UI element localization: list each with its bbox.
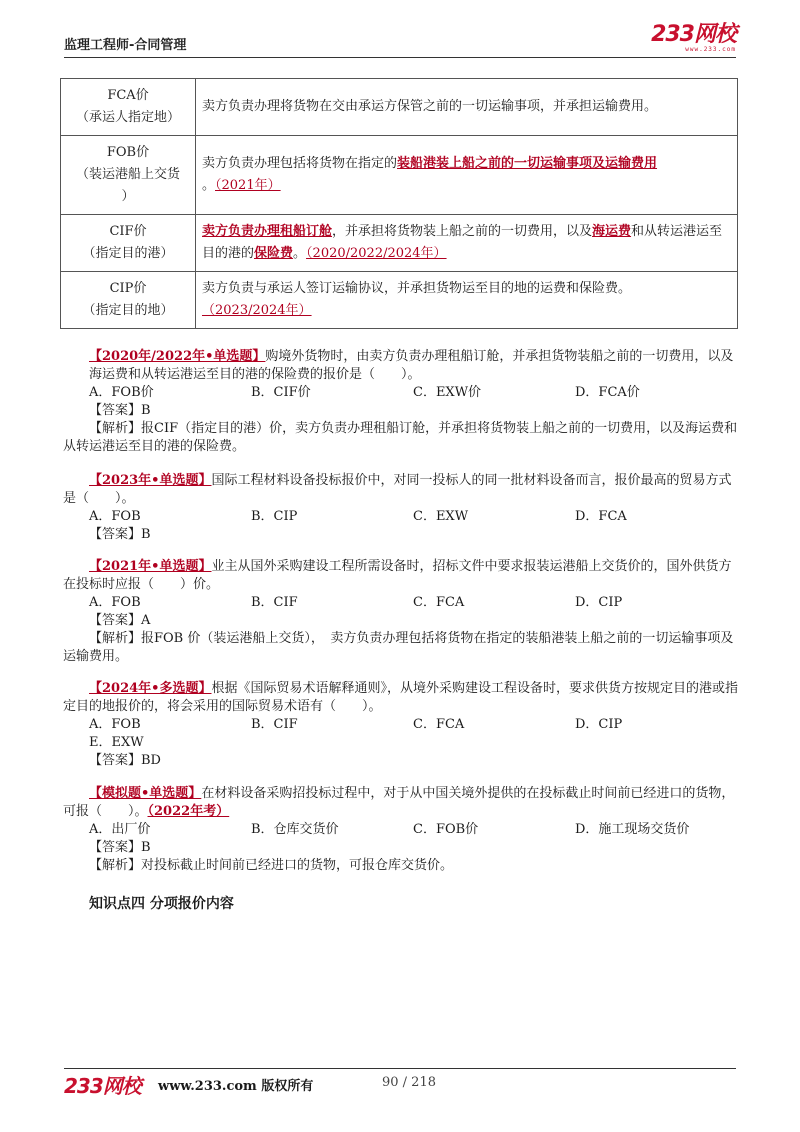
page-header bbox=[64, 22, 736, 58]
question-stem bbox=[63, 680, 739, 716]
desc-text: 卖方负责办理包括将货物在指定的 bbox=[202, 156, 398, 171]
term-name: FOB价 bbox=[106, 145, 150, 160]
analysis: 【解析】报FOB 价（装运港船上交货）， 卖方负责办理包括将货物在指定的装船港装上船之前的一切运输事项及运输费用。 bbox=[63, 631, 734, 664]
option: A．FOB bbox=[89, 717, 141, 732]
answer: 【答案】B bbox=[89, 527, 151, 542]
answer: 【答案】BD bbox=[89, 753, 161, 768]
stem-text: 国际工程材料设备投标报价中，对同一投标人的同一批材料设备而言，报价最高的贸易方式是（ ）。 bbox=[63, 473, 732, 506]
stem-text: 根据《国际贸易术语解释通则》，从境外采购建设工程设备时，要求供货方按规定目的港或指定目的地报价的，将会采用的国际贸易术语有（ ）。 bbox=[63, 681, 739, 714]
desc-text: 和从转运港运至目的港的 bbox=[202, 224, 723, 261]
header-title: 监理工程师-合同管理 bbox=[64, 38, 187, 53]
option: C．EXW bbox=[413, 509, 469, 524]
option: C．EXW价 bbox=[413, 385, 482, 400]
term-cell bbox=[61, 79, 196, 136]
options-row bbox=[89, 384, 739, 402]
option: C．FCA bbox=[413, 595, 465, 610]
option: A．FOB bbox=[89, 595, 141, 610]
highlight-text: 保险费 bbox=[254, 246, 294, 261]
term-sub: （装运港船上交货 bbox=[75, 167, 180, 182]
option: D．CIP bbox=[575, 595, 623, 610]
term-cell bbox=[61, 272, 196, 329]
option: D．FCA价 bbox=[575, 385, 640, 400]
question-tag: 【2023年•单选题】 bbox=[89, 473, 212, 488]
option: A．FOB bbox=[89, 509, 141, 524]
term-cell bbox=[61, 136, 196, 215]
term-name: CIP价 bbox=[109, 281, 147, 296]
year-tag: （2020/2022/2024年） bbox=[306, 246, 447, 261]
analysis: 【解析】报CIF（指定目的港）价，卖方负责办理租船订舱，并承担将货物装上船之前的一切费用，以及海运费和从转运港运至目的港的保险费。 bbox=[63, 421, 738, 454]
desc-cell bbox=[196, 136, 738, 215]
stem-text: 购境外货物时，由卖方负责办理租船订舱，并承担货物装船之前的一切费用，以及海运费和从转运港运至目的港的保险费的报价是（ ）。 bbox=[89, 349, 734, 382]
answer: 【答案】A bbox=[89, 613, 151, 628]
option: B．仓库交货价 bbox=[251, 822, 339, 837]
analysis: 【解析】对投标截止时间前已经进口的货物，可报仓库交货价。 bbox=[89, 858, 454, 873]
desc-text: 卖方负责与承运人签订运输协议，并承担货物运至目的地的运费和保险费。 bbox=[202, 281, 632, 296]
question-block bbox=[63, 348, 739, 456]
logo-url: www.233.com bbox=[685, 46, 736, 53]
question-tag: 【2020年/2022年•单选题】 bbox=[89, 349, 266, 364]
year-tag: （2021年） bbox=[215, 178, 281, 193]
answer: 【答案】B bbox=[89, 840, 151, 855]
options-row bbox=[89, 594, 739, 612]
question-stem bbox=[63, 785, 739, 821]
option: A．FOB价 bbox=[89, 385, 154, 400]
trade-terms-table bbox=[60, 78, 738, 329]
question-stem bbox=[63, 558, 739, 594]
question-block bbox=[63, 472, 739, 544]
footer-divider bbox=[64, 1068, 736, 1069]
term-sub-close: ） bbox=[121, 189, 135, 204]
highlight-text: 卖方负责办理租船订舱 bbox=[202, 224, 333, 239]
option: B．CIP bbox=[251, 509, 298, 524]
question-tag: 【2021年•单选题】 bbox=[89, 559, 212, 574]
logo-text: 233网校 bbox=[651, 22, 736, 47]
option: A．出厂价 bbox=[89, 822, 151, 837]
desc-cell bbox=[196, 215, 738, 272]
option: B．CIF bbox=[251, 717, 298, 732]
term-sub: （承运人指定地） bbox=[75, 110, 180, 125]
section-heading: 知识点四 分项报价内容 bbox=[89, 896, 234, 912]
option: D．CIP bbox=[575, 717, 623, 732]
term-name: CIF价 bbox=[109, 224, 147, 239]
question-stem bbox=[63, 472, 739, 508]
desc-text: ，并承担将货物装上船之前的一切费用，以及 bbox=[332, 224, 593, 239]
desc-cell bbox=[196, 272, 738, 329]
question-block bbox=[63, 680, 739, 770]
brand-logo bbox=[651, 24, 736, 53]
term-cell bbox=[61, 215, 196, 272]
year-tag: （2023/2024年） bbox=[202, 303, 312, 318]
options-row bbox=[89, 508, 739, 526]
header-divider bbox=[64, 57, 736, 58]
table-row bbox=[61, 272, 738, 329]
options-row bbox=[89, 716, 739, 734]
stem-text: 业主从国外采购建设工程所需设备时，招标文件中要求报装运港船上交货价的，国外供货方在投标时应报（ ）价。 bbox=[63, 559, 732, 592]
table-row bbox=[61, 215, 738, 272]
option: C．FOB价 bbox=[413, 822, 479, 837]
options-row bbox=[89, 821, 739, 839]
answer: 【答案】B bbox=[89, 403, 151, 418]
question-stem bbox=[89, 348, 739, 384]
question-tag: 【模拟题•单选题】 bbox=[89, 786, 202, 801]
year-tag: （2022年考） bbox=[147, 804, 230, 819]
option: D．施工现场交货价 bbox=[575, 822, 690, 837]
footer-logo: 233网校 bbox=[64, 1074, 141, 1098]
table-row bbox=[61, 79, 738, 136]
question-block bbox=[63, 785, 739, 875]
page-footer bbox=[64, 1072, 736, 1096]
question-tag: 【2024年•多选题】 bbox=[89, 681, 212, 696]
option: D．FCA bbox=[575, 509, 627, 524]
option: B．CIF bbox=[251, 595, 298, 610]
desc-text: 。 bbox=[202, 178, 216, 193]
stem-text: 在材料设备采购招投标过程中，对于从中国关境外提供的在投标截止时间前已经进口的货物，可报（ ）。 bbox=[63, 786, 735, 819]
page-number: 90 / 218 bbox=[382, 1075, 436, 1090]
desc-cell bbox=[196, 79, 738, 136]
desc-text: 。 bbox=[293, 246, 307, 261]
highlight-text: 装船港装上船之前的一切运输事项及运输费用 bbox=[397, 156, 658, 171]
option: B．CIF价 bbox=[251, 385, 311, 400]
footer-site: www.233.com 版权所有 bbox=[158, 1079, 314, 1094]
option: C．FCA bbox=[413, 717, 465, 732]
table-row bbox=[61, 136, 738, 215]
question-block bbox=[63, 558, 739, 666]
highlight-text: 海运费 bbox=[592, 224, 632, 239]
desc-text: 卖方负责办理将货物在交由承运方保管之前的一切运输事项，并承担运输费用。 bbox=[202, 99, 658, 114]
term-name: FCA价 bbox=[107, 88, 149, 103]
term-sub: （指定目的港） bbox=[82, 246, 174, 261]
term-sub: （指定目的地） bbox=[82, 303, 174, 318]
option: E．EXW bbox=[89, 735, 144, 750]
